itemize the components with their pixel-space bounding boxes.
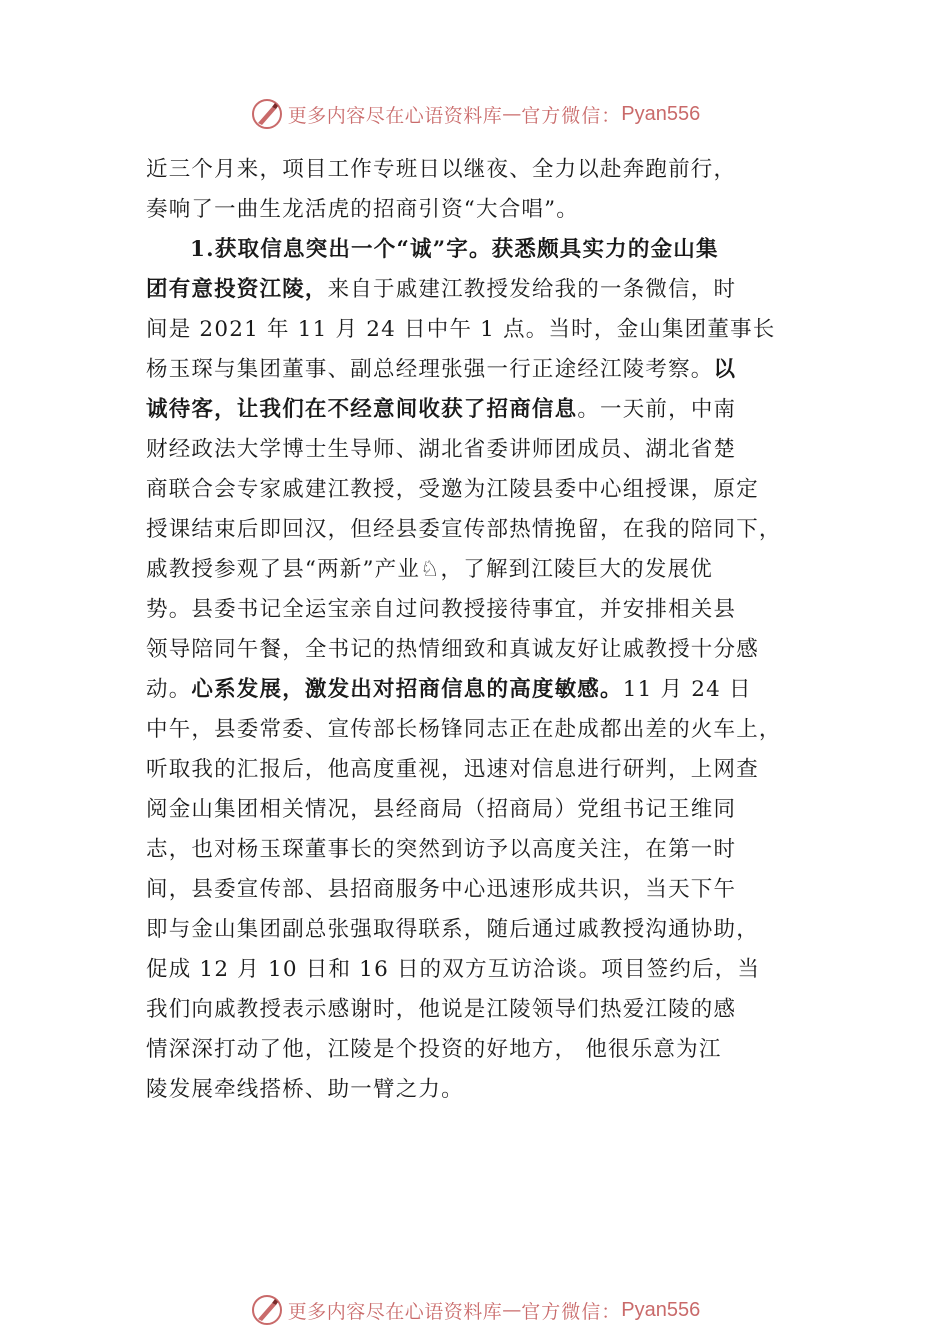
- body-text: 来自于戚建江教授发给我的一条微信，时: [327, 277, 737, 302]
- bold-phrase: 诚待客，让我们在不经意间收获了招商信息: [146, 397, 578, 422]
- body-line: 阅金山集团相关情况，县经商局（招商局）党组书记王维同: [146, 797, 737, 822]
- body-text: 杨玉琛与集团董事、副总经理张强一行正途经江陵考察。: [146, 357, 714, 382]
- header-brand-text: 更多内容尽在心语资料库: [287, 104, 503, 127]
- body-line: 财经政法大学博士生导师、湖北省委讲师团成员、湖北省楚: [146, 437, 737, 462]
- header-wechat-id: Pyan556: [621, 102, 701, 125]
- body-line: 情深深打动了他，江陵是个投资的好地方， 他很乐意为江: [146, 1037, 722, 1062]
- body-line: 势。县委书记全运宝亲自过问教授接待事宜，并安排相关县: [146, 597, 737, 622]
- body-line: 我们向戚教授表示感谢时，他说是江陵领导们热爱江陵的感: [146, 997, 737, 1022]
- body-line: 间，县委宣传部、县招商服务中心迅速形成共识，当天下午: [146, 877, 737, 902]
- bold-phrase: 心系发展，激发出对招商信息的高度敏感。: [191, 677, 623, 702]
- body-line: 戚教授参观了县“两新”产业♘，了解到江陵巨大的发展优: [146, 557, 713, 582]
- pen-logo-icon: [250, 1293, 284, 1327]
- bold-phrase: 以: [713, 357, 737, 382]
- body-line: 促成 12 月 10 日和 16 日的双方互访洽谈。项目签约后，当: [146, 957, 761, 982]
- footer-wechat-id: Pyan556: [621, 1298, 701, 1321]
- header-banner: [0, 94, 950, 134]
- section-heading: 1.获取信息突出一个“诚”字。获悉颇具实力的金山集: [190, 237, 719, 262]
- header-dash: —: [502, 103, 522, 125]
- body-line: [146, 270, 846, 310]
- body-line: 授课结束后即回汉，但经县委宣传部热情挽留，在我的陪同下，: [146, 517, 782, 542]
- body-line: 中午，县委常委、宣传部长杨锋同志正在赴成都出差的火车上，: [146, 717, 782, 742]
- bold-phrase: 团有意投资江陵，: [146, 277, 328, 302]
- body-line: 领导陪同午餐，全书记的热情细致和真诚友好让戚教授十分感: [146, 637, 759, 662]
- header-wechat-label: 官方微信：: [521, 104, 622, 127]
- footer-brand-text: 更多内容尽在心语资料库: [287, 1300, 503, 1323]
- body-text: 动。: [146, 677, 192, 702]
- body-line: 近三个月来，项目工作专班日以继夜、全力以赴奔跑前行，: [146, 157, 737, 182]
- body-line: 即与金山集团副总张强取得联系，随后通过戚教授沟通协助，: [146, 917, 759, 942]
- footer-wechat-label: 官方微信：: [521, 1300, 622, 1323]
- body-line: [146, 350, 846, 390]
- body-text: 。一天前，中南: [577, 397, 737, 422]
- body-line: 间是 2021 年 11 月 24 日中午 1 点。当时，金山集团董事长: [146, 317, 776, 342]
- body-line: 志，也对杨玉琛董事长的突然到访予以高度关注，在第一时: [146, 837, 737, 862]
- document-body: [146, 150, 846, 1110]
- body-line: 商联合会专家戚建江教授，受邀为江陵县委中心组授课，原定: [146, 477, 759, 502]
- body-line: 奏响了一曲生龙活虎的招商引资“大合唱”。: [146, 197, 579, 222]
- body-line: 陵发展牵线搭桥、助一臂之力。: [146, 1077, 464, 1102]
- footer-banner: [0, 1290, 950, 1330]
- body-line: 听取我的汇报后，他高度重视，迅速对信息进行研判，上网查: [146, 757, 759, 782]
- body-line: [146, 670, 846, 710]
- body-line: [146, 390, 846, 430]
- body-text: 11 月 24 日: [622, 677, 752, 702]
- footer-dash: —: [502, 1299, 522, 1321]
- pen-logo-icon: [250, 97, 284, 131]
